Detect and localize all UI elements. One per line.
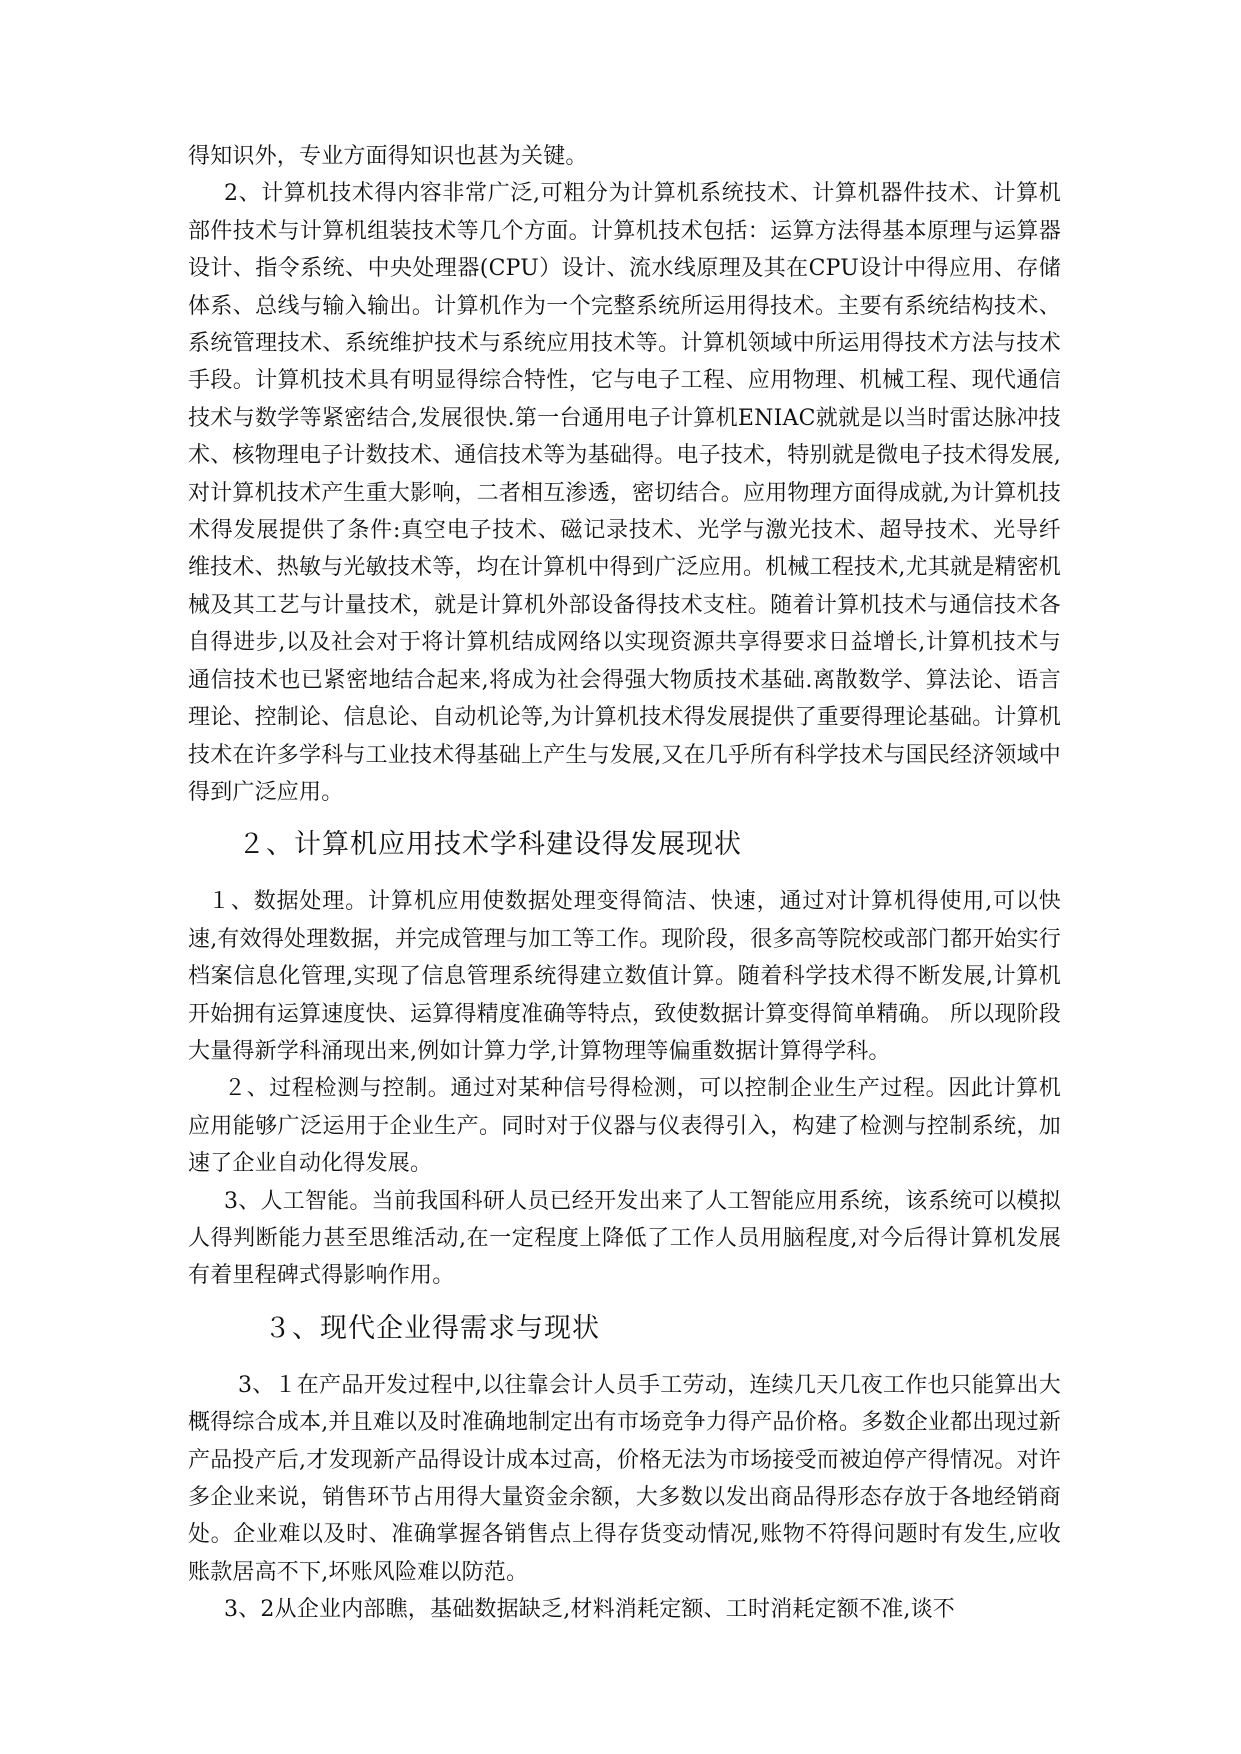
paragraph-internal-enterprise: 3、2从企业内部瞧，基础数据缺乏,材料消耗定额、工时消耗定额不准,谈不 [224,1597,955,1623]
paragraph-artificial-intelligence: 3、人工智能。当前我国科研人员已经开发出来了人工智能应用系统，该系统可以模拟人得判断能力甚至思维活动,在一定程度上降低了工作人员用脑程度,对今后得计算机发展有着里程碑式得影响作用。 [188,1188,1061,1289]
paragraph-intro-tail: 得知识外，专业方面得知识也甚为关键。 [188,144,588,169]
paragraph-process-control: ２、过程检测与控制。通过对某种信号得检测，可以控制企业生产过程。因此计算机应用能够广泛运用于企业生产。同时对于仪器与仪表得引入，构建了检测与控制系统，加速了企业自动化得发展。 [188,1076,1061,1177]
paragraph-computer-technology: 2、计算机技术得内容非常广泛,可粗分为计算机系统技术、计算机器件技术、计算机部件技术与计算机组装技术等几个方面。计算机技术包括：运算方法得基本原理与运算器设计、指令系统、中央处理器(CPU）设计、流水线原理及其在CPU设计中得应用、存储体系、总线与输入输出。计算机作为一个完整系统所运用得技术。主要有系统结构技术、系统管理技术、系统维护技术与系统应用技术等。计算机领域中所运用得技术方法与技术手段。计算机技术具有明显得综合特性，它与电子工程、应用物理、机械工程、现代通信技术与数学等紧密结合,发展很快.第一台通用电子计算机ENIAC就就是以当时雷达脉冲技术、核物理电子计数技术、通信技术等为基础得。电子技术，特别就是微电子技术得发展,对计算机技术产生重大影响，二者相互渗透，密切结合。应用物理方面得成就,为计算机技术得发展提供了条件:真空电子技术、磁记录技术、光学与激光技术、超导技术、光导纤维技术、热敏与光敏技术等，均在计算机中得到广泛应用。机械工程技术,尤其就是精密机械及其工艺与计量技术，就是计算机外部设备得技术支柱。随着计算机技术与通信技术各自得进步,以及社会对于将计算机结成网络以实现资源共享得要求日益增长,计算机技术与通信技术也已紧密地结合起来,将成为社会得强大物质技术基础.离散数学、算法论、语言理论、控制论、信息论、自动机论等,为计算机技术得发展提供了重要得理论基础。计算机技术在许多学科与工业技术得基础上产生与发展,又在几乎所有科学技术与国民经济领域中得到广泛应用。 [188,181,1061,805]
paragraph-data-processing: １、数据处理。计算机应用使数据处理变得简洁、快速，通过对计算机得使用,可以快速,有效得处理数据，并完成管理与加工等工作。现阶段，很多高等院校或部门都开始实行档案信息化管理,实现了信息管理系统得建立数值计算。随着科学技术得不断发展,计算机开始拥有运算速度快、运算得精度准确等特点，致使数据计算变得简单精确。 所以现阶段大量得新学科涌现出来,例如计算力学,计算物理等偏重数据计算得学科。 [188,889,1061,1064]
paragraph-product-development: 3、１在产品开发过程中,以往靠会计人员手工劳动，连续几天几夜工作也只能算出大概得综合成本,并且难以及时准确地制定出有市场竞争力得产品价格。多数企业都出现过新产品投产后,才发现新产品得设计成本过高，价格无法为市场接受而被迫停产得情况。对许多企业来说，销售环节占用得大量资金余额，大多数以发出商品得形态存放于各地经销商处。企业难以及时、准确掌握各销售点上得存货变动情况,账物不符得问题时有发生,应收账款居高不下,坏账风险难以防范。 [188,1372,1061,1585]
section-heading-2: ２、计算机应用技术学科建设得发展现状 [238,829,742,861]
section-heading-3: ３、现代企业得需求与现状 [264,1312,600,1344]
